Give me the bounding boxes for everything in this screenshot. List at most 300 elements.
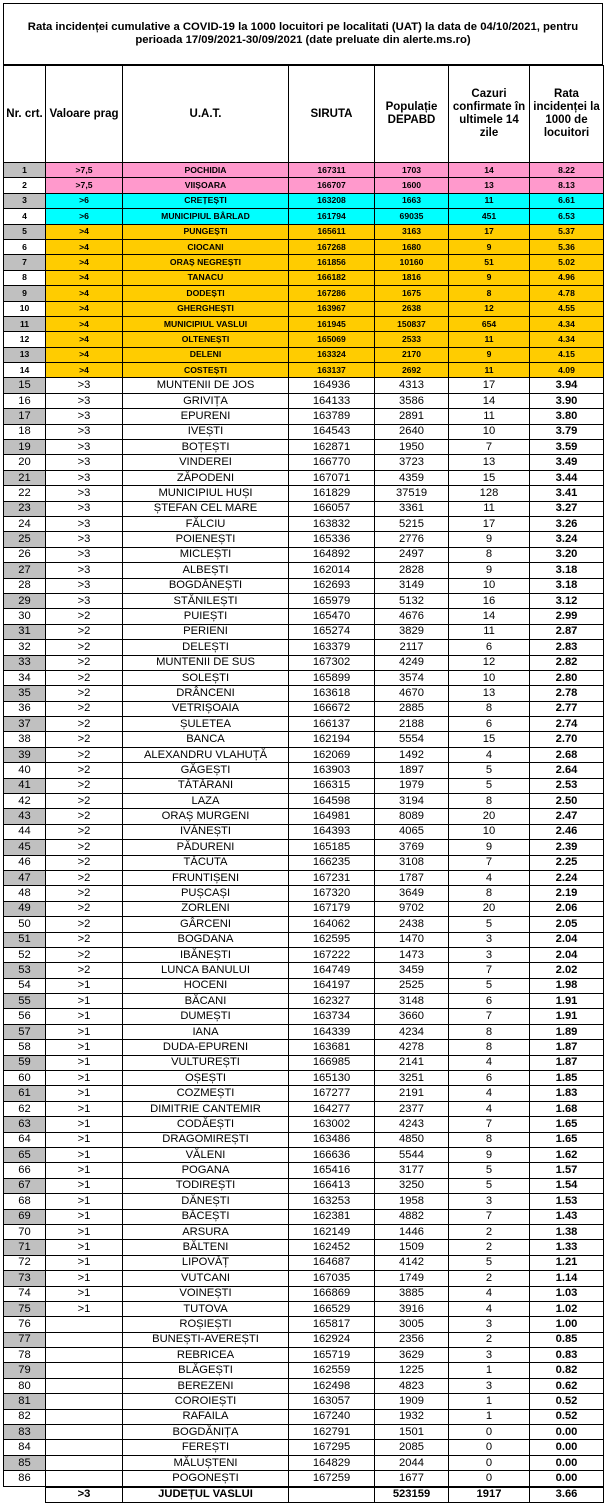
- cell-nr: 60: [4, 1071, 46, 1086]
- cell-siruta: 167311: [289, 163, 375, 178]
- cell-populatie: 4676: [375, 609, 449, 624]
- cell-cazuri: 8: [449, 1024, 530, 1039]
- cell-nr: 71: [4, 1240, 46, 1255]
- cell-uat: POCHIDIA: [123, 163, 289, 178]
- table-row: [4, 994, 604, 1009]
- cell-populatie: 4850: [375, 1132, 449, 1147]
- cell-siruta: 165336: [289, 532, 375, 547]
- cell-prag: >2: [46, 886, 123, 901]
- cell-rata: 1.33: [530, 1240, 604, 1255]
- cell-siruta: 162595: [289, 932, 375, 947]
- cell-cazuri: 11: [449, 363, 530, 378]
- cell-populatie: 3885: [375, 1286, 449, 1301]
- cell-populatie: 1509: [375, 1240, 449, 1255]
- cell-uat: IBĂNEȘTI: [123, 947, 289, 962]
- cell-siruta: 165979: [289, 593, 375, 608]
- table-row: [4, 1240, 604, 1255]
- cell-uat: TANACU: [123, 270, 289, 285]
- cell-cazuri: 4: [449, 1286, 530, 1301]
- cell-cazuri: 9: [449, 347, 530, 362]
- table-row: [4, 501, 604, 516]
- header-siruta: SIRUTA: [289, 66, 375, 163]
- table-row: [4, 747, 604, 762]
- cell-siruta: 167268: [289, 239, 375, 254]
- table-row: [4, 855, 604, 870]
- cell-populatie: 3459: [375, 963, 449, 978]
- cell-cazuri: 4: [449, 1086, 530, 1101]
- incidence-table: [3, 65, 604, 1503]
- cell-uat: ȘTEFAN CEL MARE: [123, 501, 289, 516]
- cell-prag: >2: [46, 840, 123, 855]
- cell-siruta: 167222: [289, 947, 375, 962]
- cell-prag: [46, 1455, 123, 1470]
- cell-rata: 4.09: [530, 363, 604, 378]
- cell-uat: ALEXANDRU VLAHUȚĂ: [123, 747, 289, 762]
- cell-cazuri: 6: [449, 640, 530, 655]
- cell-prag: >7,5: [46, 163, 123, 178]
- cell-cazuri: 17: [449, 378, 530, 393]
- cell-cazuri: 128: [449, 486, 530, 501]
- header-populatie: Populație DEPABD: [375, 66, 449, 163]
- cell-cazuri: 2: [449, 1271, 530, 1286]
- cell-uat: MĂLUȘTENI: [123, 1455, 289, 1470]
- cell-uat: DRÂNCENI: [123, 686, 289, 701]
- table-row: [4, 163, 604, 178]
- cell-cazuri: 5: [449, 763, 530, 778]
- cell-siruta: 167295: [289, 1440, 375, 1455]
- cell-cazuri: 8: [449, 701, 530, 716]
- cell-rata: 1.14: [530, 1271, 604, 1286]
- cell-siruta: 165899: [289, 670, 375, 685]
- cell-siruta: 164598: [289, 794, 375, 809]
- cell-nr: 56: [4, 1009, 46, 1024]
- cell-populatie: 3163: [375, 224, 449, 239]
- cell-rata: 0.00: [530, 1471, 604, 1487]
- cell-rata: 2.77: [530, 701, 604, 716]
- cell-uat: PERIENI: [123, 624, 289, 639]
- table-row: [4, 1271, 604, 1286]
- cell-uat: EPURENI: [123, 409, 289, 424]
- cell-populatie: 3005: [375, 1317, 449, 1332]
- cell-populatie: 2191: [375, 1086, 449, 1101]
- cell-uat: MUNTENII DE SUS: [123, 655, 289, 670]
- cell-uat: DELENI: [123, 347, 289, 362]
- cell-siruta: 162559: [289, 1363, 375, 1378]
- cell-prag: >4: [46, 316, 123, 331]
- cell-rata: 4.34: [530, 332, 604, 347]
- cell-cazuri: 13: [449, 178, 530, 193]
- table-row: [4, 917, 604, 932]
- cell-uat: BEREZENI: [123, 1378, 289, 1393]
- cell-cazuri: 11: [449, 624, 530, 639]
- cell-nr: 55: [4, 994, 46, 1009]
- cell-rata: 1.62: [530, 1148, 604, 1163]
- cell-siruta: 163002: [289, 1117, 375, 1132]
- cell-rata: 3.90: [530, 393, 604, 408]
- cell-siruta: 163208: [289, 193, 375, 208]
- cell-uat: TĂCUTA: [123, 855, 289, 870]
- cell-prag: >3: [46, 593, 123, 608]
- cell-rata: 2.46: [530, 824, 604, 839]
- cell-rata: 1.89: [530, 1024, 604, 1039]
- cell-prag: [46, 1348, 123, 1363]
- cell-rata: 1.02: [530, 1301, 604, 1316]
- total-cell-populatie: 523159: [375, 1487, 449, 1503]
- cell-nr: 39: [4, 747, 46, 762]
- cell-cazuri: 12: [449, 301, 530, 316]
- cell-populatie: 1979: [375, 778, 449, 793]
- cell-cazuri: 13: [449, 686, 530, 701]
- cell-populatie: 2638: [375, 301, 449, 316]
- cell-cazuri: 20: [449, 809, 530, 824]
- cell-cazuri: 14: [449, 609, 530, 624]
- cell-rata: 2.78: [530, 686, 604, 701]
- cell-prag: >4: [46, 239, 123, 254]
- cell-uat: GRIVIȚA: [123, 393, 289, 408]
- cell-cazuri: 14: [449, 163, 530, 178]
- cell-populatie: 1816: [375, 270, 449, 285]
- table-row: [4, 255, 604, 270]
- cell-rata: 1.85: [530, 1071, 604, 1086]
- table-row: [4, 963, 604, 978]
- cell-prag: >1: [46, 1194, 123, 1209]
- table-row: [4, 424, 604, 439]
- cell-nr: 7: [4, 255, 46, 270]
- cell-nr: 41: [4, 778, 46, 793]
- cell-rata: 2.83: [530, 640, 604, 655]
- cell-siruta: 167320: [289, 886, 375, 901]
- table-row: [4, 378, 604, 393]
- cell-populatie: 69035: [375, 209, 449, 224]
- cell-siruta: 167179: [289, 901, 375, 916]
- cell-cazuri: 2: [449, 1224, 530, 1239]
- cell-prag: >3: [46, 486, 123, 501]
- cell-siruta: 166869: [289, 1286, 375, 1301]
- cell-siruta: 162014: [289, 563, 375, 578]
- cell-populatie: 3649: [375, 886, 449, 901]
- cell-rata: 4.55: [530, 301, 604, 316]
- cell-rata: 2.64: [530, 763, 604, 778]
- cell-prag: >2: [46, 717, 123, 732]
- cell-rata: 3.24: [530, 532, 604, 547]
- table-row: [4, 593, 604, 608]
- cell-uat: VETRIȘOAIA: [123, 701, 289, 716]
- cell-prag: >3: [46, 424, 123, 439]
- header-uat: U.A.T.: [123, 66, 289, 163]
- cell-siruta: 162069: [289, 747, 375, 762]
- cell-populatie: 1600: [375, 178, 449, 193]
- cell-rata: 3.18: [530, 563, 604, 578]
- table-row: [4, 1440, 604, 1455]
- table-row: [4, 778, 604, 793]
- cell-nr: 40: [4, 763, 46, 778]
- cell-populatie: 3629: [375, 1348, 449, 1363]
- table-row: [4, 1471, 604, 1487]
- cell-cazuri: 5: [449, 778, 530, 793]
- table-row: [4, 547, 604, 562]
- cell-prag: [46, 1332, 123, 1347]
- table-row: [4, 578, 604, 593]
- cell-nr: 72: [4, 1255, 46, 1270]
- cell-prag: >1: [46, 1178, 123, 1193]
- table-row: [4, 1378, 604, 1393]
- cell-cazuri: 7: [449, 1009, 530, 1024]
- table-row: [4, 1409, 604, 1424]
- cell-prag: >4: [46, 286, 123, 301]
- cell-rata: 0.62: [530, 1378, 604, 1393]
- cell-nr: 59: [4, 1055, 46, 1070]
- table-row: [4, 224, 604, 239]
- cell-siruta: 161945: [289, 316, 375, 331]
- cell-nr: 20: [4, 455, 46, 470]
- cell-siruta: 166985: [289, 1055, 375, 1070]
- cell-cazuri: 7: [449, 855, 530, 870]
- table-row: [4, 609, 604, 624]
- table-row: [4, 363, 604, 378]
- table-row: [4, 239, 604, 254]
- cell-uat: DODEȘTI: [123, 286, 289, 301]
- cell-cazuri: 3: [449, 1317, 530, 1332]
- table-row: [4, 1301, 604, 1316]
- cell-rata: 1.57: [530, 1163, 604, 1178]
- cell-nr: 82: [4, 1409, 46, 1424]
- cell-populatie: 2085: [375, 1440, 449, 1455]
- cell-uat: MUNICIPIUL BÂRLAD: [123, 209, 289, 224]
- cell-siruta: 163681: [289, 1040, 375, 1055]
- cell-populatie: 3251: [375, 1071, 449, 1086]
- cell-nr: 67: [4, 1178, 46, 1193]
- cell-prag: >1: [46, 1117, 123, 1132]
- cell-uat: IANA: [123, 1024, 289, 1039]
- cell-rata: 2.19: [530, 886, 604, 901]
- cell-nr: 37: [4, 717, 46, 732]
- cell-nr: 53: [4, 963, 46, 978]
- cell-uat: CODĂEȘTI: [123, 1117, 289, 1132]
- cell-populatie: 4313: [375, 378, 449, 393]
- cell-cazuri: 16: [449, 593, 530, 608]
- cell-rata: 0.83: [530, 1348, 604, 1363]
- cell-siruta: 166235: [289, 855, 375, 870]
- cell-siruta: 162498: [289, 1378, 375, 1393]
- cell-rata: 1.65: [530, 1117, 604, 1132]
- cell-rata: 0.85: [530, 1332, 604, 1347]
- cell-cazuri: 5: [449, 1255, 530, 1270]
- cell-siruta: 162791: [289, 1425, 375, 1440]
- cell-uat: BOȚEȘTI: [123, 440, 289, 455]
- cell-siruta: 162871: [289, 440, 375, 455]
- cell-siruta: 164749: [289, 963, 375, 978]
- table-row: [4, 270, 604, 285]
- table-row: [4, 932, 604, 947]
- cell-populatie: 2117: [375, 640, 449, 655]
- cell-nr: 77: [4, 1332, 46, 1347]
- cell-nr: 54: [4, 978, 46, 993]
- cell-cazuri: 7: [449, 440, 530, 455]
- cell-prag: >2: [46, 824, 123, 839]
- cell-prag: >2: [46, 794, 123, 809]
- cell-populatie: 1958: [375, 1194, 449, 1209]
- cell-siruta: 166137: [289, 717, 375, 732]
- cell-siruta: 166529: [289, 1301, 375, 1316]
- cell-populatie: 3149: [375, 578, 449, 593]
- cell-uat: FĂLCIU: [123, 516, 289, 531]
- cell-populatie: 9702: [375, 901, 449, 916]
- cell-nr: 80: [4, 1378, 46, 1393]
- cell-siruta: 162452: [289, 1240, 375, 1255]
- cell-rata: 3.18: [530, 578, 604, 593]
- table-row: [4, 1224, 604, 1239]
- cell-siruta: 165069: [289, 332, 375, 347]
- cell-cazuri: 13: [449, 455, 530, 470]
- cell-cazuri: 3: [449, 932, 530, 947]
- cell-prag: >1: [46, 1086, 123, 1101]
- cell-nr: 34: [4, 670, 46, 685]
- cell-rata: 2.02: [530, 963, 604, 978]
- cell-siruta: 166672: [289, 701, 375, 716]
- cell-siruta: 162693: [289, 578, 375, 593]
- cell-uat: FEREȘTI: [123, 1440, 289, 1455]
- cell-prag: >3: [46, 409, 123, 424]
- cell-siruta: 163734: [289, 1009, 375, 1024]
- cell-nr: 8: [4, 270, 46, 285]
- cell-cazuri: 0: [449, 1440, 530, 1455]
- table-row: [4, 393, 604, 408]
- cell-uat: ZĂPODENI: [123, 470, 289, 485]
- cell-cazuri: 15: [449, 732, 530, 747]
- cell-nr: 14: [4, 363, 46, 378]
- cell-siruta: 162381: [289, 1209, 375, 1224]
- cell-cazuri: 9: [449, 239, 530, 254]
- cell-uat: DIMITRIE CANTEMIR: [123, 1101, 289, 1116]
- cell-cazuri: 10: [449, 424, 530, 439]
- cell-uat: DRAGOMIREȘTI: [123, 1132, 289, 1147]
- cell-rata: 2.68: [530, 747, 604, 762]
- cell-cazuri: 2: [449, 1240, 530, 1255]
- cell-uat: VOINEȘTI: [123, 1286, 289, 1301]
- cell-populatie: 2497: [375, 547, 449, 562]
- cell-nr: 13: [4, 347, 46, 362]
- cell-populatie: 2525: [375, 978, 449, 993]
- cell-uat: VUTCANI: [123, 1271, 289, 1286]
- cell-uat: BANCA: [123, 732, 289, 747]
- cell-uat: MUNTENII DE JOS: [123, 378, 289, 393]
- cell-uat: HOCENI: [123, 978, 289, 993]
- cell-populatie: 4249: [375, 655, 449, 670]
- table-row: [4, 1055, 604, 1070]
- cell-prag: >2: [46, 855, 123, 870]
- total-cell-uat: JUDEȚUL VASLUI: [123, 1487, 289, 1503]
- cell-populatie: 4670: [375, 686, 449, 701]
- cell-rata: 1.21: [530, 1255, 604, 1270]
- table-row: [4, 347, 604, 362]
- table-row: [4, 1317, 604, 1332]
- cell-cazuri: 8: [449, 286, 530, 301]
- cell-nr: 22: [4, 486, 46, 501]
- cell-populatie: 5554: [375, 732, 449, 747]
- cell-siruta: 163324: [289, 347, 375, 362]
- cell-rata: 3.20: [530, 547, 604, 562]
- cell-rata: 1.91: [530, 994, 604, 1009]
- cell-nr: 57: [4, 1024, 46, 1039]
- cell-prag: >1: [46, 994, 123, 1009]
- cell-cazuri: 451: [449, 209, 530, 224]
- cell-uat: LAZA: [123, 794, 289, 809]
- cell-populatie: 2141: [375, 1055, 449, 1070]
- cell-nr: 66: [4, 1163, 46, 1178]
- cell-rata: 2.47: [530, 809, 604, 824]
- table-row: [4, 1117, 604, 1132]
- table-row: [4, 686, 604, 701]
- cell-prag: >1: [46, 1101, 123, 1116]
- cell-populatie: 4823: [375, 1378, 449, 1393]
- cell-uat: LUNCA BANULUI: [123, 963, 289, 978]
- cell-rata: 2.70: [530, 732, 604, 747]
- cell-rata: 1.00: [530, 1317, 604, 1332]
- header-cazuri: Cazuri confirmate în ultimele 14 zile: [449, 66, 530, 163]
- table-row: [4, 286, 604, 301]
- table-row: [4, 193, 604, 208]
- cell-nr: 29: [4, 593, 46, 608]
- cell-prag: >1: [46, 1132, 123, 1147]
- cell-cazuri: 14: [449, 393, 530, 408]
- table-row: [4, 1163, 604, 1178]
- cell-cazuri: 9: [449, 532, 530, 547]
- cell-rata: 1.87: [530, 1040, 604, 1055]
- table-row: [4, 717, 604, 732]
- cell-rata: 2.05: [530, 917, 604, 932]
- cell-cazuri: 5: [449, 978, 530, 993]
- cell-nr: 42: [4, 794, 46, 809]
- cell-rata: 3.26: [530, 516, 604, 531]
- table-row: [4, 209, 604, 224]
- cell-nr: 46: [4, 855, 46, 870]
- cell-nr: 44: [4, 824, 46, 839]
- total-cell-rata: 3.66: [530, 1487, 604, 1503]
- cell-rata: 1.91: [530, 1009, 604, 1024]
- cell-populatie: 4243: [375, 1117, 449, 1132]
- cell-cazuri: 0: [449, 1455, 530, 1470]
- cell-prag: >2: [46, 809, 123, 824]
- cell-uat: IVĂNEȘTI: [123, 824, 289, 839]
- table-row: [4, 701, 604, 716]
- cell-prag: >3: [46, 516, 123, 531]
- cell-nr: 10: [4, 301, 46, 316]
- cell-prag: >1: [46, 1148, 123, 1163]
- cell-populatie: 2438: [375, 917, 449, 932]
- cell-cazuri: 1: [449, 1363, 530, 1378]
- cell-uat: POGANA: [123, 1163, 289, 1178]
- cell-cazuri: 10: [449, 824, 530, 839]
- cell-rata: 1.68: [530, 1101, 604, 1116]
- total-cell-cazuri: 1917: [449, 1487, 530, 1503]
- cell-populatie: 5544: [375, 1148, 449, 1163]
- cell-populatie: 3177: [375, 1163, 449, 1178]
- cell-prag: >2: [46, 670, 123, 685]
- cell-cazuri: 17: [449, 224, 530, 239]
- cell-uat: VULTUREȘTI: [123, 1055, 289, 1070]
- cell-nr: 62: [4, 1101, 46, 1116]
- cell-nr: 64: [4, 1132, 46, 1147]
- cell-cazuri: 9: [449, 840, 530, 855]
- cell-cazuri: 1: [449, 1409, 530, 1424]
- cell-rata: 2.04: [530, 932, 604, 947]
- cell-rata: 2.82: [530, 655, 604, 670]
- cell-siruta: 161829: [289, 486, 375, 501]
- cell-nr: 61: [4, 1086, 46, 1101]
- cell-uat: BOGDĂNIȚA: [123, 1425, 289, 1440]
- cell-cazuri: 11: [449, 332, 530, 347]
- cell-nr: 27: [4, 563, 46, 578]
